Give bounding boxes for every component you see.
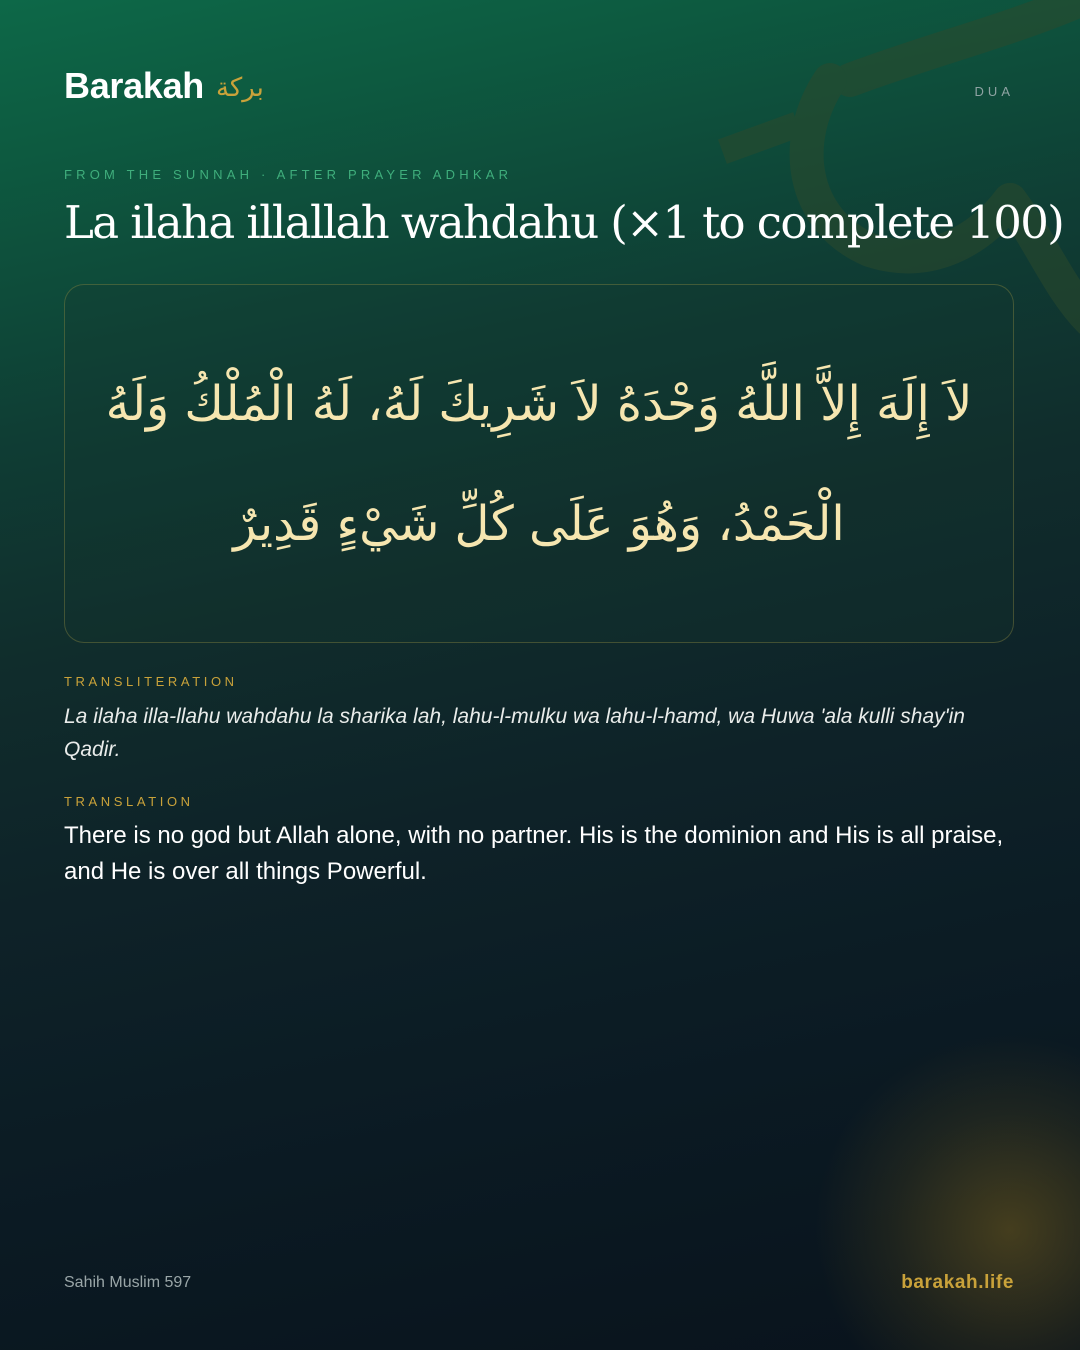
brand (64, 64, 264, 108)
transliteration-text: La ilaha illa-llahu wahdahu la sharika lah, lahu-l-mulku wa lahu-l-hamd, wa Huwa 'ala kulli shay'in Qadir. (64, 705, 965, 761)
site-link[interactable]: barakah.life (901, 1272, 1014, 1293)
page-title: La ilaha illallah wahdahu (×1 to complete 100) (64, 196, 1064, 249)
hadith-source: Sahih Muslim 597 (64, 1274, 192, 1291)
transliteration-label: TRANSLITERATION (64, 674, 238, 689)
translation-text: There is no god but Allah alone, with no partner. His is the dominion and His is all praise, and He is over all things Powerful. (64, 822, 1004, 885)
translation-label: TRANSLATION (64, 794, 194, 809)
category-label: DUA (974, 84, 1014, 99)
arabic-dua-text: لاَ إِلَهَ إِلاَّ اللَّهُ وَحْدَهُ لاَ شَرِيكَ لَهُ، لَهُ الْمُلْكُ وَلَهُ الْحَمْدُ، وَهُوَ عَلَى كُلِّ شَيْءٍ قَدِيرٌ (105, 375, 973, 552)
arabic-text-card (64, 284, 1014, 643)
brand-name: Barakah (64, 65, 204, 106)
brand-arabic-wordmark: بركة (215, 73, 264, 103)
source-eyebrow: FROM THE SUNNAH · AFTER PRAYER ADHKAR (64, 167, 513, 182)
